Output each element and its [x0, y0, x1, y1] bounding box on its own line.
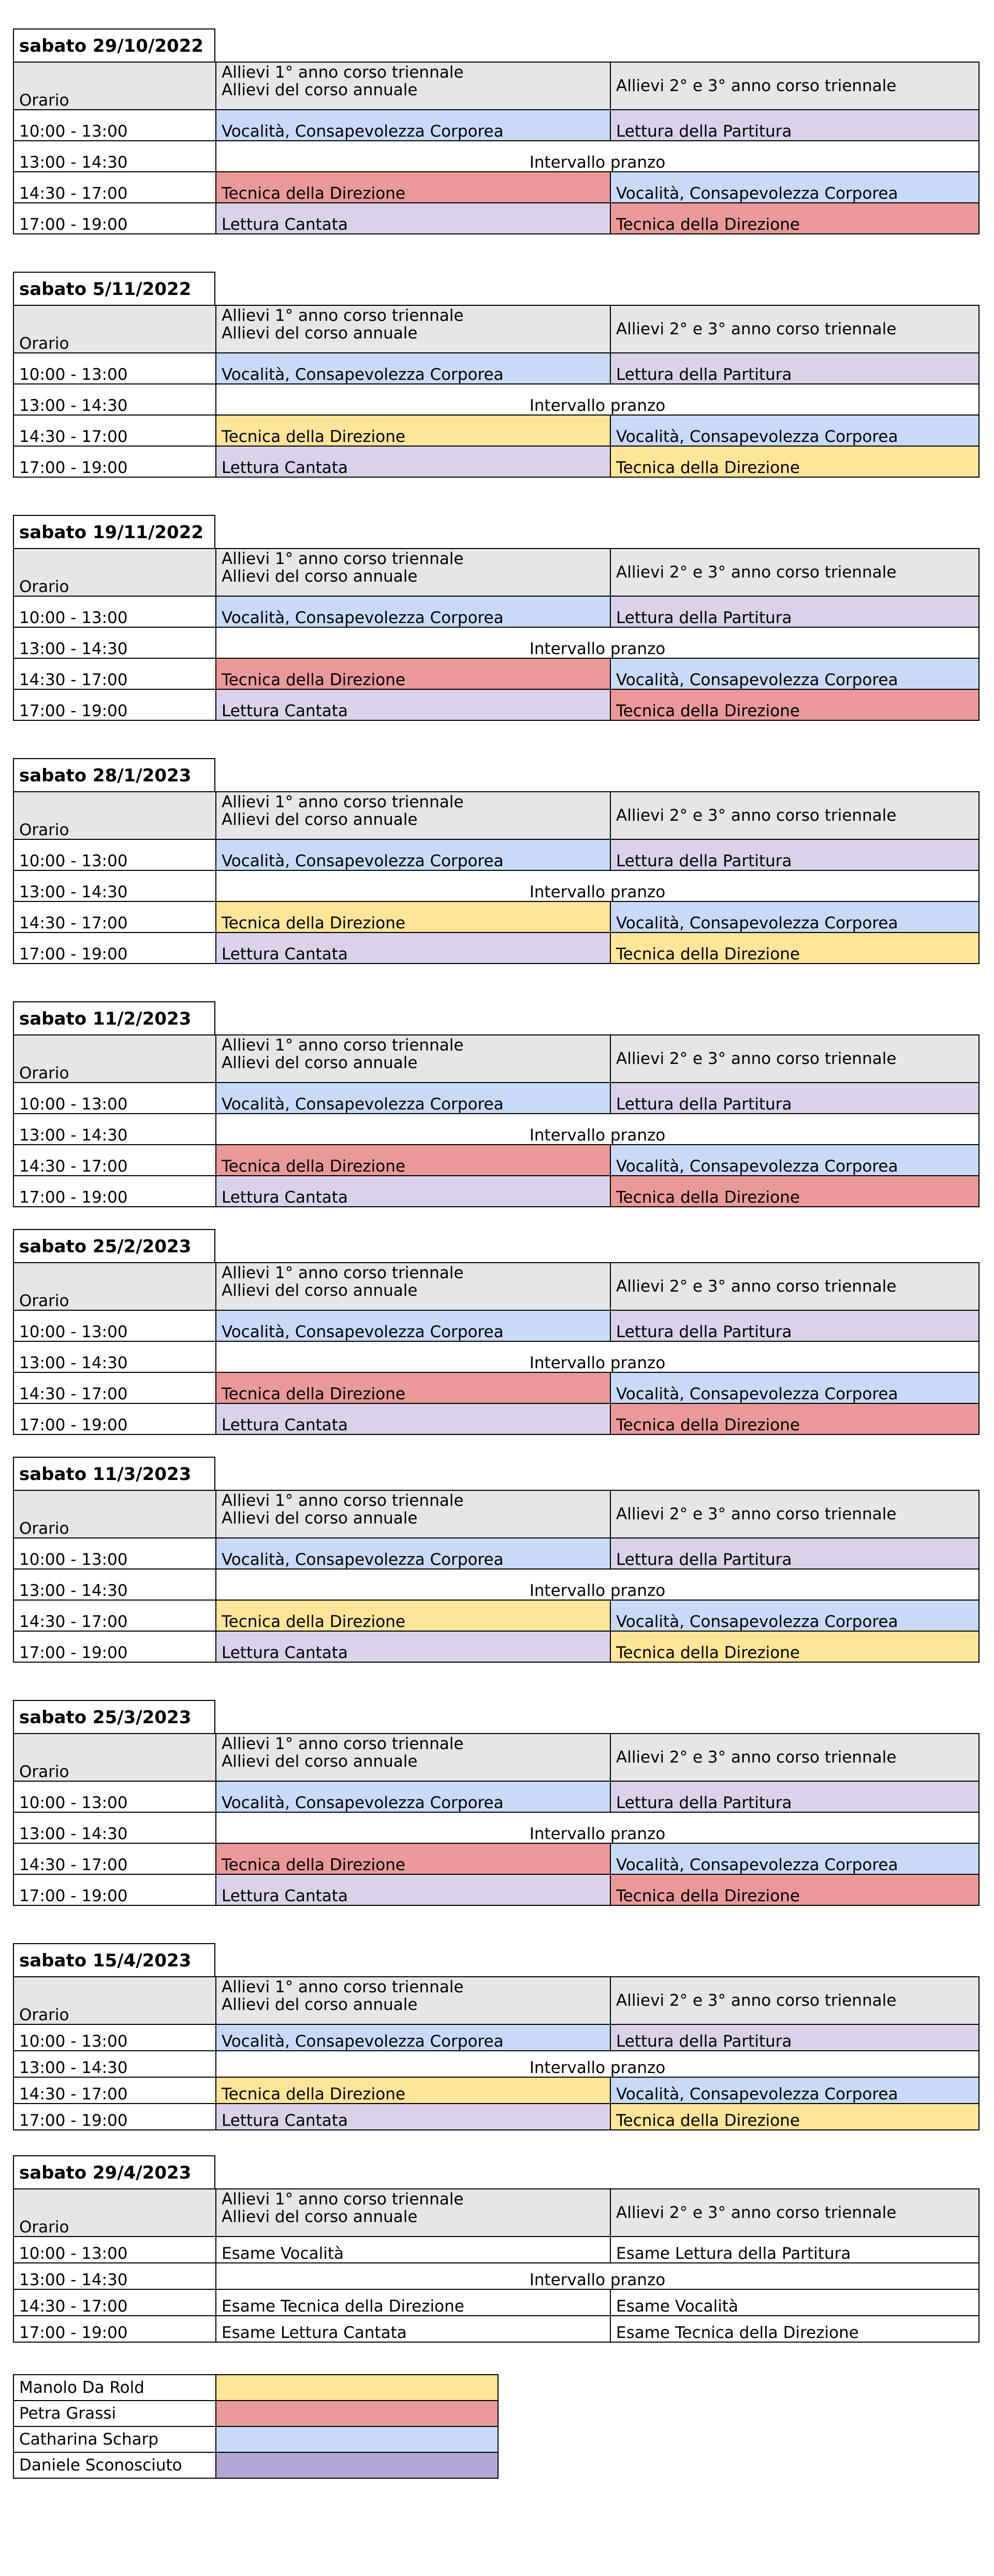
lunch-break: Intervallo pranzo [216, 627, 979, 658]
lesson-cell: Tecnica della Direzione [610, 446, 979, 477]
table-row [13, 2051, 979, 2077]
column-header-group1 [216, 549, 610, 596]
legend-row [13, 2452, 498, 2478]
table-row [13, 839, 979, 870]
lesson-cell: Vocalità, Consapevolezza Corporea [216, 1538, 610, 1569]
lesson-cell: Vocalità, Consapevolezza Corporea [610, 901, 979, 932]
lesson-cell: Tecnica della Direzione [610, 1403, 979, 1434]
time-slot: 13:00 - 14:30 [13, 870, 216, 901]
time-slot: 10:00 - 13:00 [13, 1083, 216, 1114]
table-row [13, 627, 979, 658]
column-header-group2: Allievi 2° e 3° anno corso triennale [610, 1734, 979, 1781]
teacher-legend [13, 2374, 499, 2479]
lesson-cell: Lettura della Partitura [610, 2024, 979, 2051]
time-slot: 14:30 - 17:00 [13, 1372, 216, 1403]
lesson-cell: Esame Tecnica della Direzione [216, 2289, 610, 2316]
column-header-group1 [216, 2189, 610, 2237]
legend-row [13, 2375, 498, 2401]
column-header-group2: Allievi 2° e 3° anno corso triennale [610, 62, 979, 110]
time-slot: 17:00 - 19:00 [13, 1403, 216, 1434]
column-header-group1-line: Allievi 1° anno corso triennale [222, 63, 464, 82]
time-slot: 14:30 - 17:00 [13, 2289, 216, 2316]
schedule-table [13, 1034, 980, 1207]
table-row [13, 2316, 979, 2342]
table-header-row [13, 1035, 979, 1083]
lesson-cell: Esame Vocalità [610, 2289, 979, 2316]
lesson-cell: Esame Vocalità [216, 2237, 610, 2263]
table-row [13, 1310, 979, 1341]
time-slot: 10:00 - 13:00 [13, 353, 216, 384]
time-slot: 17:00 - 19:00 [13, 1874, 216, 1905]
lesson-cell: Lettura Cantata [216, 1176, 610, 1207]
column-header-time: Orario [13, 549, 216, 596]
table-header-row [13, 1490, 979, 1538]
column-header-group1 [216, 1734, 610, 1781]
table-row [13, 1145, 979, 1176]
lesson-cell: Tecnica della Direzione [610, 1874, 979, 1905]
table-row [13, 2077, 979, 2104]
lesson-cell: Lettura Cantata [216, 1631, 610, 1662]
column-header-time: Orario [13, 1263, 216, 1310]
schedule-table [13, 548, 980, 721]
table-row [13, 2104, 979, 2130]
lunch-break: Intervallo pranzo [216, 1114, 979, 1145]
lesson-cell: Lettura Cantata [216, 1874, 610, 1905]
time-slot: 13:00 - 14:30 [13, 2263, 216, 2289]
table-header-row [13, 305, 979, 353]
table-row [13, 172, 979, 203]
column-header-group1-line: Allievi del corso annuale [222, 2208, 418, 2227]
lesson-cell: Lettura Cantata [216, 2104, 610, 2130]
session-date: sabato 29/10/2022 [13, 28, 215, 62]
session-date: sabato 5/11/2022 [13, 272, 215, 305]
lesson-cell: Vocalità, Consapevolezza Corporea [610, 1372, 979, 1403]
lesson-cell: Tecnica della Direzione [216, 1843, 610, 1874]
legend-teacher-name: Catharina Scharp [13, 2426, 216, 2452]
column-header-group2: Allievi 2° e 3° anno corso triennale [610, 792, 979, 839]
lesson-cell: Tecnica della Direzione [216, 658, 610, 689]
column-header-group2: Allievi 2° e 3° anno corso triennale [610, 1977, 979, 2024]
time-slot: 17:00 - 19:00 [13, 1631, 216, 1662]
time-slot: 17:00 - 19:00 [13, 932, 216, 964]
table-row [13, 110, 979, 141]
table-row [13, 932, 979, 964]
column-header-group1 [216, 1977, 610, 2024]
schedule-table [13, 1733, 980, 1906]
table-row [13, 2237, 979, 2263]
table-header-row [13, 1977, 979, 2024]
lesson-cell: Tecnica della Direzione [610, 1631, 979, 1662]
table-row [13, 1341, 979, 1372]
time-slot: 13:00 - 14:30 [13, 1114, 216, 1145]
legend-teacher-name: Manolo Da Rold [13, 2375, 216, 2401]
table-row [13, 1600, 979, 1631]
column-header-group1 [216, 1490, 610, 1538]
time-slot: 14:30 - 17:00 [13, 2077, 216, 2104]
column-header-group1-line: Allievi del corso annuale [222, 1281, 418, 1300]
column-header-group1-line: Allievi 1° anno corso triennale [222, 306, 464, 325]
lesson-cell: Tecnica della Direzione [216, 1145, 610, 1176]
table-row [13, 1874, 979, 1905]
time-slot: 13:00 - 14:30 [13, 384, 216, 415]
lesson-cell: Vocalità, Consapevolezza Corporea [216, 839, 610, 870]
time-slot: 13:00 - 14:30 [13, 1812, 216, 1843]
column-header-group1 [216, 792, 610, 839]
column-header-group1-line: Allievi del corso annuale [222, 567, 418, 586]
lesson-cell: Vocalità, Consapevolezza Corporea [216, 2024, 610, 2051]
table-row [13, 384, 979, 415]
column-header-group1-line: Allievi 1° anno corso triennale [222, 1036, 464, 1055]
time-slot: 10:00 - 13:00 [13, 596, 216, 627]
table-row [13, 2024, 979, 2051]
legend-color-swatch [216, 2452, 498, 2478]
table-header-row [13, 62, 979, 110]
lesson-cell: Tecnica della Direzione [216, 415, 610, 446]
table-row [13, 2263, 979, 2289]
lesson-cell: Vocalità, Consapevolezza Corporea [610, 415, 979, 446]
table-row [13, 203, 979, 234]
time-slot: 17:00 - 19:00 [13, 689, 216, 720]
table-row [13, 1812, 979, 1843]
table-row [13, 1403, 979, 1434]
lesson-cell: Lettura della Partitura [610, 596, 979, 627]
time-slot: 10:00 - 13:00 [13, 2237, 216, 2263]
schedule-table [13, 2188, 980, 2343]
table-header-row [13, 549, 979, 596]
lesson-cell: Vocalità, Consapevolezza Corporea [216, 353, 610, 384]
column-header-group1-line: Allievi del corso annuale [222, 1509, 418, 1528]
time-slot: 13:00 - 14:30 [13, 1341, 216, 1372]
column-header-group2: Allievi 2° e 3° anno corso triennale [610, 549, 979, 596]
table-row [13, 689, 979, 720]
table-row [13, 2289, 979, 2316]
lesson-cell: Vocalità, Consapevolezza Corporea [610, 1145, 979, 1176]
lesson-cell: Lettura Cantata [216, 446, 610, 477]
lesson-cell: Lettura Cantata [216, 1403, 610, 1434]
time-slot: 10:00 - 13:00 [13, 1310, 216, 1341]
lesson-cell: Lettura della Partitura [610, 1083, 979, 1114]
table-row [13, 658, 979, 689]
lesson-cell: Vocalità, Consapevolezza Corporea [610, 172, 979, 203]
table-row [13, 1372, 979, 1403]
table-row [13, 446, 979, 477]
lesson-cell: Vocalità, Consapevolezza Corporea [610, 1600, 979, 1631]
time-slot: 10:00 - 13:00 [13, 1538, 216, 1569]
legend-row [13, 2401, 498, 2426]
table-row [13, 1176, 979, 1207]
column-header-group1-line: Allievi del corso annuale [222, 1752, 418, 1771]
column-header-group2: Allievi 2° e 3° anno corso triennale [610, 2189, 979, 2237]
column-header-group1-line: Allievi 1° anno corso triennale [222, 1264, 464, 1282]
lunch-break: Intervallo pranzo [216, 870, 979, 901]
lesson-cell: Lettura della Partitura [610, 1781, 979, 1812]
time-slot: 14:30 - 17:00 [13, 172, 216, 203]
table-row [13, 596, 979, 627]
table-row [13, 141, 979, 172]
legend-teacher-name: Daniele Sconosciuto [13, 2452, 216, 2478]
session-date: sabato 11/3/2023 [13, 1457, 215, 1490]
table-row [13, 353, 979, 384]
column-header-time: Orario [13, 1977, 216, 2024]
column-header-group1-line: Allievi del corso annuale [222, 1995, 418, 2015]
time-slot: 14:30 - 17:00 [13, 1145, 216, 1176]
lunch-break: Intervallo pranzo [216, 2051, 979, 2077]
time-slot: 10:00 - 13:00 [13, 110, 216, 141]
lesson-cell: Lettura Cantata [216, 689, 610, 720]
time-slot: 13:00 - 14:30 [13, 2051, 216, 2077]
lesson-cell: Lettura della Partitura [610, 353, 979, 384]
table-row [13, 1631, 979, 1662]
column-header-time: Orario [13, 305, 216, 353]
column-header-group2: Allievi 2° e 3° anno corso triennale [610, 1490, 979, 1538]
table-header-row [13, 2189, 979, 2237]
lesson-cell: Tecnica della Direzione [216, 901, 610, 932]
time-slot: 17:00 - 19:00 [13, 2104, 216, 2130]
session-date: sabato 28/1/2023 [13, 758, 215, 791]
table-row [13, 1781, 979, 1812]
schedule-table [13, 62, 980, 234]
lesson-cell: Vocalità, Consapevolezza Corporea [610, 658, 979, 689]
lesson-cell: Tecnica della Direzione [610, 203, 979, 234]
legend-row [13, 2426, 498, 2452]
session-date: sabato 11/2/2023 [13, 1001, 215, 1034]
time-slot: 13:00 - 14:30 [13, 141, 216, 172]
column-header-time: Orario [13, 1734, 216, 1781]
column-header-group2: Allievi 2° e 3° anno corso triennale [610, 1263, 979, 1310]
column-header-group1-line: Allievi 1° anno corso triennale [222, 2190, 464, 2209]
column-header-time: Orario [13, 2189, 216, 2237]
table-header-row [13, 1734, 979, 1781]
column-header-group1-line: Allievi 1° anno corso triennale [222, 793, 464, 811]
time-slot: 14:30 - 17:00 [13, 658, 216, 689]
column-header-group1-line: Allievi del corso annuale [222, 324, 418, 343]
lesson-cell: Lettura della Partitura [610, 110, 979, 141]
table-row [13, 415, 979, 446]
lesson-cell: Tecnica della Direzione [216, 172, 610, 203]
schedule-table [13, 1490, 980, 1663]
column-header-group1-line: Allievi 1° anno corso triennale [222, 550, 464, 568]
lesson-cell: Vocalità, Consapevolezza Corporea [216, 1310, 610, 1341]
schedule-table [13, 1976, 980, 2130]
schedule-table [13, 1262, 980, 1435]
time-slot: 10:00 - 13:00 [13, 839, 216, 870]
table-row [13, 1114, 979, 1145]
lesson-cell: Tecnica della Direzione [216, 2077, 610, 2104]
session-date: sabato 15/4/2023 [13, 1943, 215, 1976]
table-row [13, 1538, 979, 1569]
lesson-cell: Tecnica della Direzione [610, 689, 979, 720]
column-header-time: Orario [13, 62, 216, 110]
column-header-time: Orario [13, 792, 216, 839]
table-row [13, 1569, 979, 1600]
column-header-time: Orario [13, 1035, 216, 1083]
legend-teacher-name: Petra Grassi [13, 2401, 216, 2426]
lesson-cell: Lettura della Partitura [610, 839, 979, 870]
column-header-group1 [216, 305, 610, 353]
session-date: sabato 25/3/2023 [13, 1700, 215, 1733]
column-header-group1 [216, 1263, 610, 1310]
time-slot: 14:30 - 17:00 [13, 1600, 216, 1631]
column-header-group1-line: Allievi del corso annuale [222, 810, 418, 830]
column-header-group1 [216, 62, 610, 110]
time-slot: 17:00 - 19:00 [13, 203, 216, 234]
time-slot: 17:00 - 19:00 [13, 2316, 216, 2342]
time-slot: 13:00 - 14:30 [13, 627, 216, 658]
time-slot: 17:00 - 19:00 [13, 446, 216, 477]
table-row [13, 901, 979, 932]
time-slot: 14:30 - 17:00 [13, 901, 216, 932]
time-slot: 10:00 - 13:00 [13, 2024, 216, 2051]
lesson-cell: Vocalità, Consapevolezza Corporea [216, 1781, 610, 1812]
table-row [13, 870, 979, 901]
schedule-table [13, 791, 980, 964]
column-header-group1-line: Allievi del corso annuale [222, 1054, 418, 1073]
column-header-group1-line: Allievi del corso annuale [222, 81, 418, 100]
column-header-group1 [216, 1035, 610, 1083]
lesson-cell: Vocalità, Consapevolezza Corporea [610, 2077, 979, 2104]
lesson-cell: Lettura Cantata [216, 932, 610, 964]
table-header-row [13, 792, 979, 839]
lesson-cell: Esame Lettura della Partitura [610, 2237, 979, 2263]
time-slot: 17:00 - 19:00 [13, 1176, 216, 1207]
lesson-cell: Tecnica della Direzione [610, 2104, 979, 2130]
column-header-group2: Allievi 2° e 3° anno corso triennale [610, 1035, 979, 1083]
table-header-row [13, 1263, 979, 1310]
lunch-break: Intervallo pranzo [216, 384, 979, 415]
lesson-cell: Tecnica della Direzione [216, 1600, 610, 1631]
table-row [13, 1843, 979, 1874]
lesson-cell: Tecnica della Direzione [216, 1372, 610, 1403]
lesson-cell: Vocalità, Consapevolezza Corporea [216, 596, 610, 627]
lesson-cell: Tecnica della Direzione [610, 932, 979, 964]
lesson-cell: Tecnica della Direzione [610, 1176, 979, 1207]
lesson-cell: Lettura della Partitura [610, 1310, 979, 1341]
time-slot: 14:30 - 17:00 [13, 415, 216, 446]
lesson-cell: Vocalità, Consapevolezza Corporea [610, 1843, 979, 1874]
lunch-break: Intervallo pranzo [216, 1812, 979, 1843]
lesson-cell: Vocalità, Consapevolezza Corporea [216, 1083, 610, 1114]
column-header-group1-line: Allievi 1° anno corso triennale [222, 1491, 464, 1510]
lesson-cell: Lettura Cantata [216, 203, 610, 234]
column-header-time: Orario [13, 1490, 216, 1538]
session-date: sabato 29/4/2023 [13, 2155, 215, 2188]
time-slot: 14:30 - 17:00 [13, 1843, 216, 1874]
session-date: sabato 19/11/2022 [13, 515, 215, 548]
column-header-group1-line: Allievi 1° anno corso triennale [222, 1978, 464, 1996]
lunch-break: Intervallo pranzo [216, 2263, 979, 2289]
schedule-table [13, 305, 980, 478]
lunch-break: Intervallo pranzo [216, 1569, 979, 1600]
time-slot: 13:00 - 14:30 [13, 1569, 216, 1600]
column-header-group1-line: Allievi 1° anno corso triennale [222, 1735, 464, 1753]
session-date: sabato 25/2/2023 [13, 1229, 215, 1262]
lesson-cell: Vocalità, Consapevolezza Corporea [216, 110, 610, 141]
column-header-group2: Allievi 2° e 3° anno corso triennale [610, 305, 979, 353]
legend-color-swatch [216, 2375, 498, 2401]
time-slot: 10:00 - 13:00 [13, 1781, 216, 1812]
lesson-cell: Esame Lettura Cantata [216, 2316, 610, 2342]
legend-color-swatch [216, 2401, 498, 2426]
lunch-break: Intervallo pranzo [216, 1341, 979, 1372]
legend-color-swatch [216, 2426, 498, 2452]
lesson-cell: Lettura della Partitura [610, 1538, 979, 1569]
lesson-cell: Esame Tecnica della Direzione [610, 2316, 979, 2342]
table-row [13, 1083, 979, 1114]
lunch-break: Intervallo pranzo [216, 141, 979, 172]
